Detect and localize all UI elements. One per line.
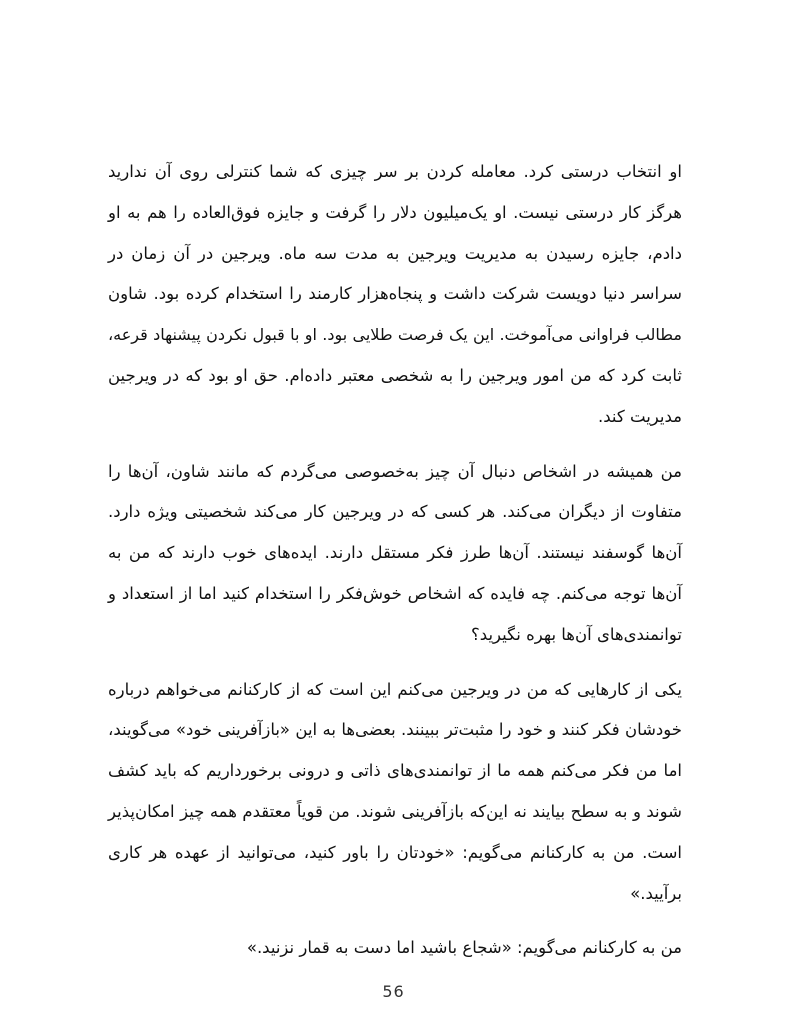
text-line: او انتخاب درستی کرد. معامله کردن بر سر چیزی که شما کنترلی روی آن ندارید bbox=[108, 162, 682, 181]
text-line: متفاوت از دیگران می‌کند. هر کسی که در ویرجین کار می‌کند شخصیتی ویژه دارد. bbox=[108, 502, 682, 522]
text-line: هرگز کار درستی نیست. او یک‌میلیون دلار را گرفت و جایزه فوق‌العاده را هم به او bbox=[108, 202, 682, 222]
text-line: توانمندی‌های آن‌ها بهره نگیرید؟ bbox=[471, 624, 682, 644]
text-line: شوند و به سطح بیایند نه این‌که بازآفرینی شوند. من قویاً معتقدم همه چیز امکان‌پذیر bbox=[108, 801, 682, 821]
text-line: من به کارکنانم می‌گویم: «شجاع باشید اما دست به قمار نزنید.» bbox=[246, 938, 682, 958]
text-line: آن‌ها توجه می‌کنم. چه فایده که اشخاص خوش‌فکر را استخدام کنید اما از استعداد و bbox=[108, 583, 682, 603]
text-line: است. من به کارکنانم می‌گویم: «خودتان را باور کنید، می‌توانید از عهده هر کاری bbox=[108, 842, 682, 862]
page-number: 56 bbox=[382, 982, 405, 1001]
paragraph bbox=[108, 670, 682, 915]
text-line: من همیشه در اشخاص دنبال آن چیز به‌خصوصی می‌گردم که مانند شاون، آن‌ها را bbox=[108, 461, 682, 481]
text-line: دادم، جایزه رسیدن به مدیریت ویرجین به مدت سه ماه. ویرجین در آن زمان در bbox=[108, 243, 682, 263]
text-line: آن‌ها گوسفند نیستند. آن‌ها طرز فکر مستقل دارند. ایده‌های خوب دارند که من به bbox=[108, 543, 682, 563]
text-line: مطالب فراوانی می‌آموخت. این یک فرصت طلایی بود. او با قبول نکردن پیشنهاد قرعه، bbox=[108, 325, 682, 345]
page-body-text bbox=[108, 152, 682, 983]
paragraph bbox=[108, 928, 682, 969]
text-line: برآیید.» bbox=[630, 883, 682, 903]
paragraph bbox=[108, 452, 682, 656]
paragraph bbox=[108, 152, 682, 438]
text-line: ثابت کرد که من امور ویرجین را به شخصی معتبر داده‌ام. حق او بود که در ویرجین bbox=[108, 365, 682, 385]
text-line: خودشان فکر کنند و خود را مثبت‌تر ببینند. بعضی‌ها به این «بازآفرینی خود» می‌گویند، bbox=[108, 720, 682, 740]
text-line: اما من فکر می‌کنم همه ما از توانمندی‌های ذاتی و درونی برخورداریم که باید کشف bbox=[108, 761, 682, 781]
text-line: یکی از کارهایی که من در ویرجین می‌کنم این است که از کارکنانم می‌خواهم درباره bbox=[108, 679, 682, 699]
text-line: مدیریت کند. bbox=[598, 406, 682, 426]
text-line: سراسر دنیا دویست شرکت داشت و پنجاه‌هزار کارمند را استخدام کرده بود. شاون bbox=[108, 284, 682, 304]
